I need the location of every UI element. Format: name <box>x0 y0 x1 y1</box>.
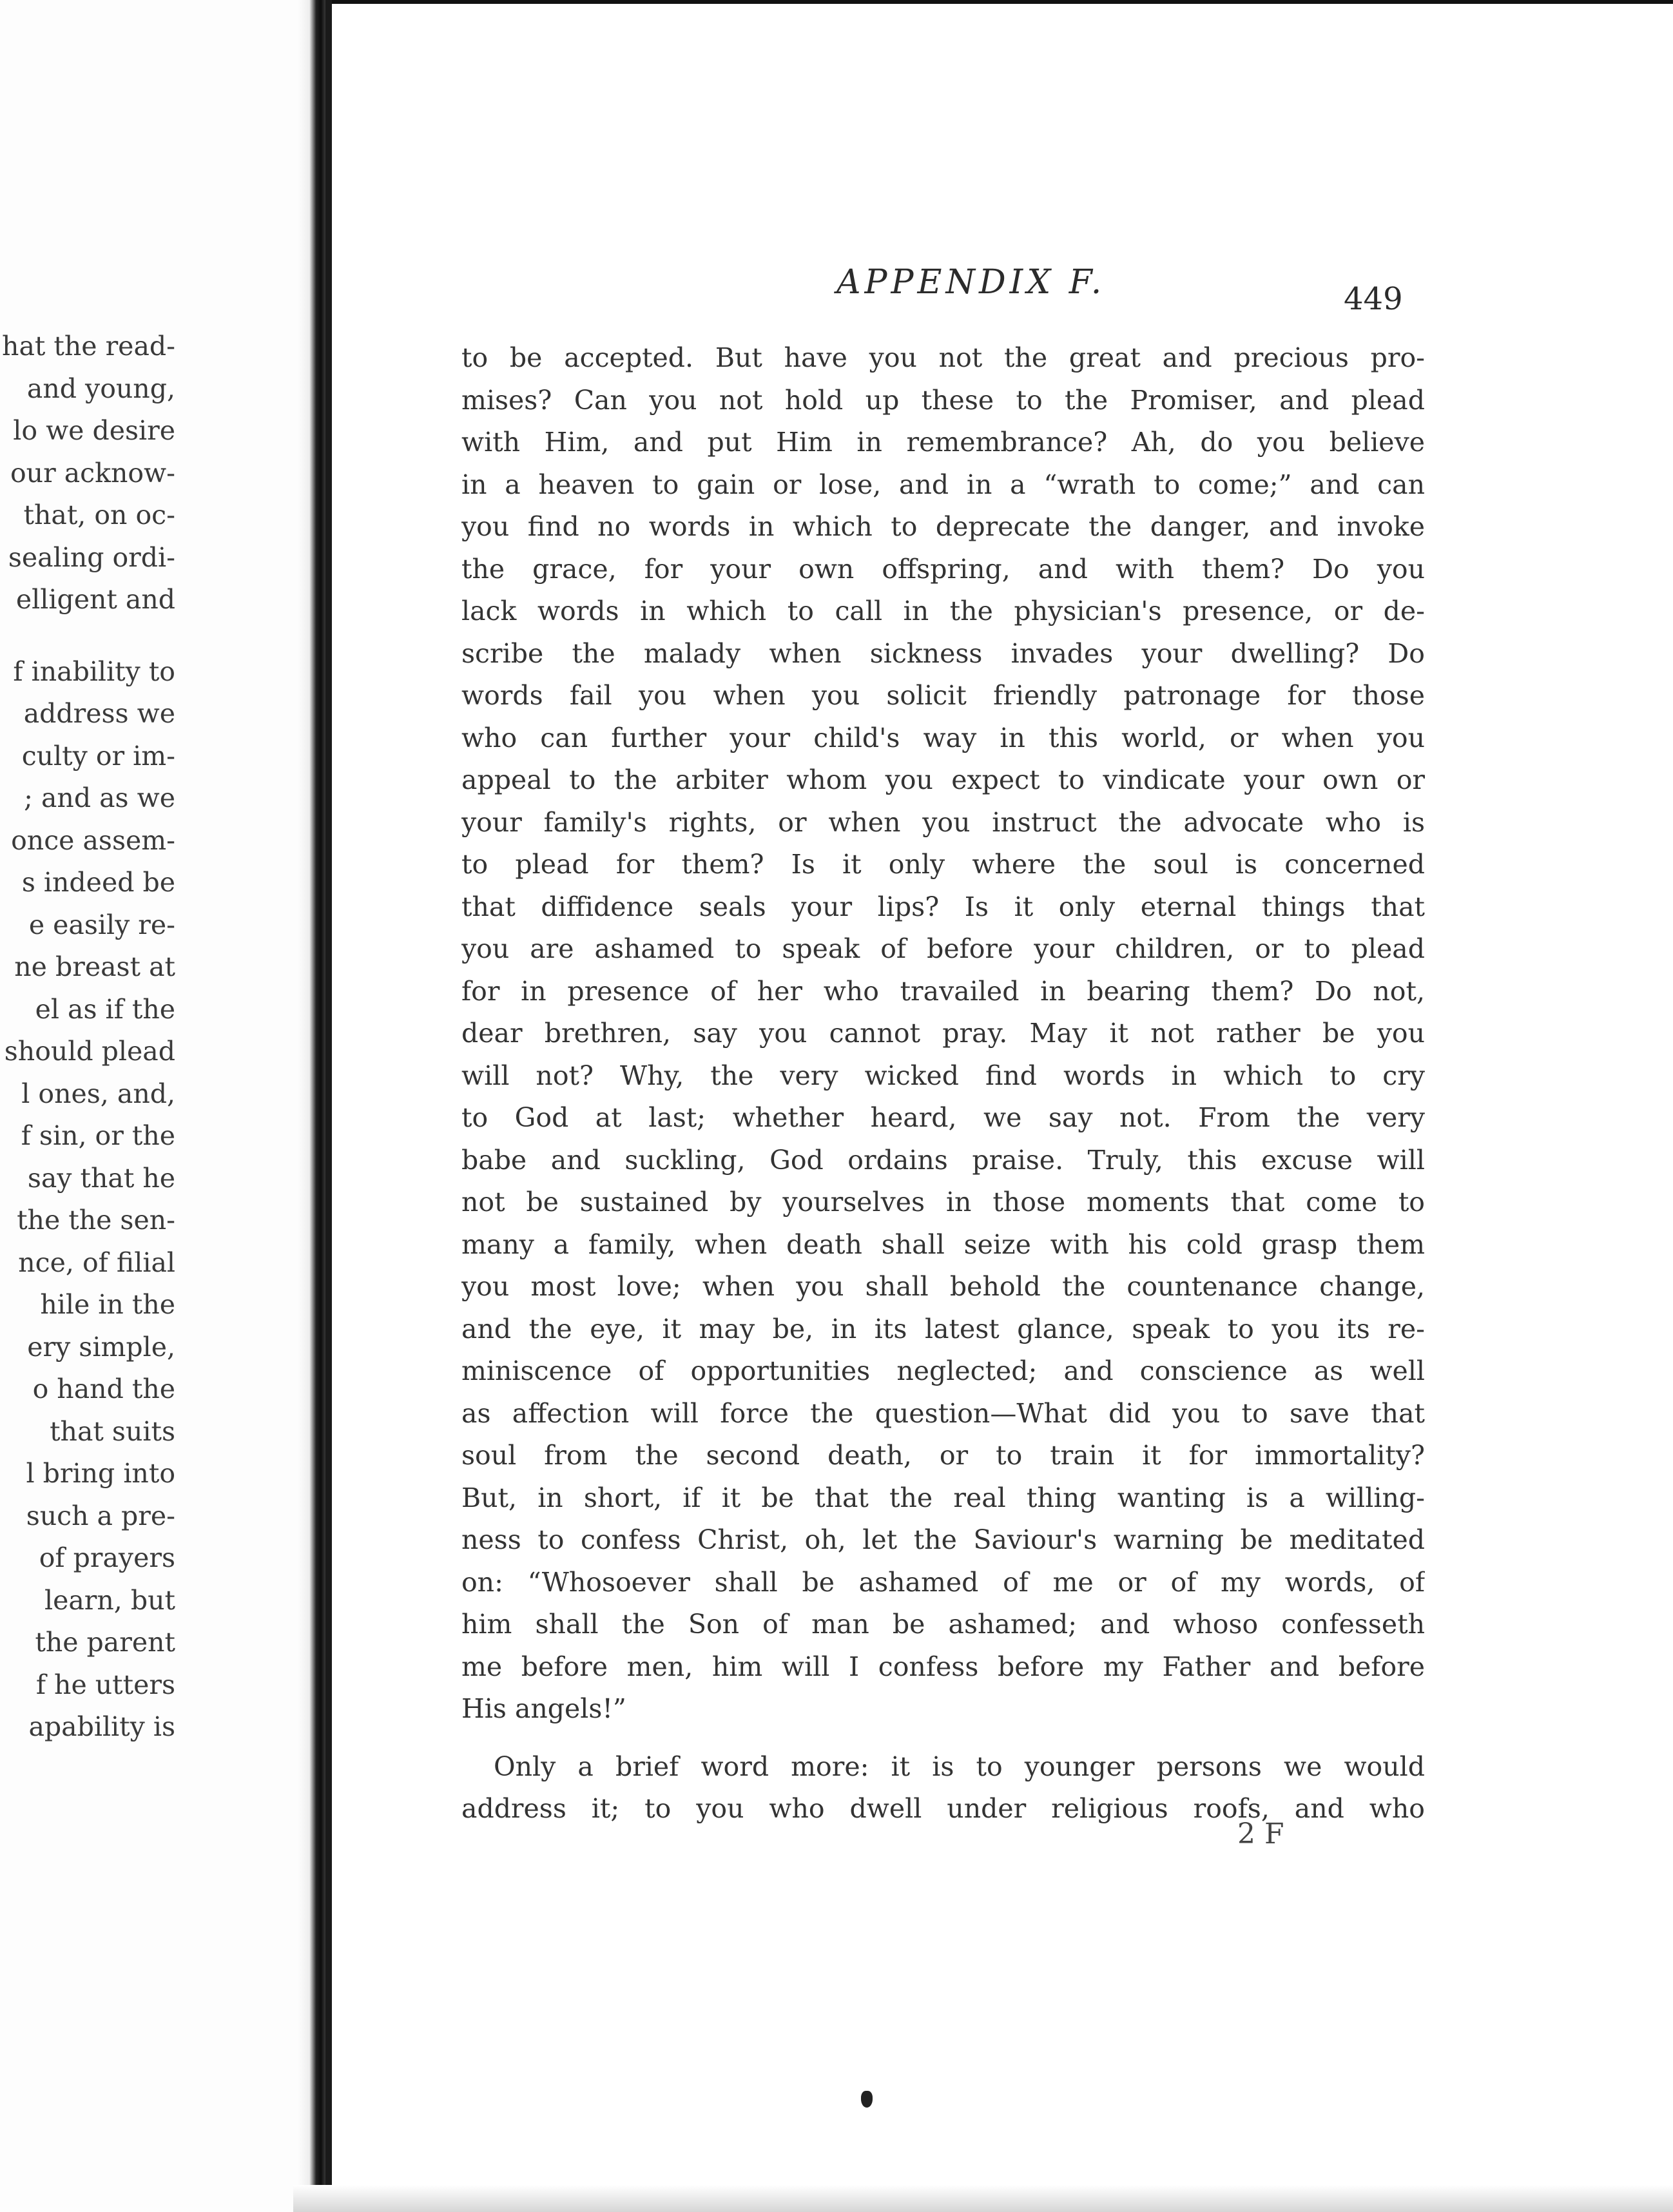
body-line: miniscence of opportunities neglected; and conscience as well <box>461 1355 1425 1386</box>
previous-page-text <box>0 325 175 1749</box>
body-line: many a family, when death shall seize with his cold grasp them <box>461 1228 1425 1260</box>
body-line: soul from the second death, or to train it for immortality? <box>461 1440 1425 1471</box>
previous-page-line: our acknow- <box>10 457 175 489</box>
body-line: you are ashamed to speak of before your children, or to plead <box>461 933 1425 964</box>
previous-page-line: f inability to <box>13 655 175 687</box>
body-line: not be sustained by yourselves in those moments that come to <box>461 1187 1425 1218</box>
previous-page-line: l bring into <box>26 1458 175 1489</box>
scan-speck <box>861 2091 873 2108</box>
previous-page-line: once assem- <box>11 824 175 856</box>
body-line: who can further your child's way in this world, or when you <box>461 722 1425 753</box>
previous-page-line: f sin, or the <box>21 1120 175 1151</box>
previous-page-line: hat the read- <box>2 331 175 362</box>
previous-page-paragraph-gap <box>0 621 175 651</box>
previous-page-line: ne breast at <box>14 951 175 982</box>
page-body <box>461 337 1425 1830</box>
body-line: His angels!” <box>461 1693 626 1724</box>
previous-page-line: e easily re- <box>28 909 175 940</box>
body-line: me before men, him will I confess before my Father and before <box>461 1651 1425 1682</box>
body-line: that diffidence seals your lips? Is it only eternal things that <box>461 891 1425 922</box>
body-line: to be accepted. But have you not the great and precious pro- <box>461 342 1425 373</box>
previous-page-line: sealing ordi- <box>8 541 175 573</box>
previous-page-line: say that he <box>27 1162 175 1194</box>
previous-page-line: culty or im- <box>21 740 175 771</box>
previous-page-fragment <box>0 0 322 2212</box>
previous-page-line: the parent <box>35 1627 175 1658</box>
body-line: you find no words in which to deprecate the danger, and invoke <box>461 511 1425 542</box>
body-line: appeal to the arbiter whom you expect to vindicate your own or <box>461 764 1425 795</box>
previous-page-line: and young, <box>26 373 175 404</box>
previous-page-line: nce, of filial <box>18 1247 175 1278</box>
body-line: the grace, for your own offspring, and with them? Do you <box>461 553 1425 585</box>
printer-signature-mark: 2 F <box>1237 1818 1284 1850</box>
previous-page-line: apability is <box>28 1711 175 1742</box>
page-number: 449 <box>1344 281 1403 317</box>
body-line: on: “Whosoever shall be ashamed of me or of my words, of <box>461 1566 1425 1598</box>
body-line: in a heaven to gain or lose, and in a “wrath to come;” and can <box>461 469 1425 500</box>
previous-page-line: el as if the <box>35 993 175 1025</box>
body-line: babe and suckling, God ordains praise. Truly, this excuse will <box>461 1144 1425 1176</box>
body-line: and the eye, it may be, in its latest glance, speak to you its re- <box>461 1313 1425 1344</box>
body-line: dear brethren, say you cannot pray. May it not rather be you <box>461 1018 1425 1049</box>
body-line: scribe the malady when sickness invades your dwelling? Do <box>461 637 1425 669</box>
page-edge <box>325 0 332 2212</box>
body-line: him shall the Son of man be ashamed; and whoso confesseth <box>461 1609 1425 1640</box>
body-line: to God at last; whether heard, we say not. From the very <box>461 1102 1425 1133</box>
body-line: for in presence of her who travailed in bearing them? Do not, <box>461 975 1425 1007</box>
previous-page-line: o hand the <box>32 1373 175 1404</box>
body-line: will not? Why, the very wicked find words in which to cry <box>461 1060 1425 1091</box>
previous-page-line: l ones, and, <box>21 1078 175 1109</box>
body-line: to plead for them? Is it only where the soul is concerned <box>461 849 1425 880</box>
previous-page-line: that suits <box>50 1415 175 1447</box>
previous-page-line: s indeed be <box>21 867 175 898</box>
body-line: your family's rights, or when you instruct the advocate who is <box>461 806 1425 838</box>
previous-page-line: learn, but <box>44 1584 175 1616</box>
body-line: you most love; when you shall behold the countenance change, <box>461 1271 1425 1302</box>
body-line: ness to confess Christ, oh, let the Saviour's warning be meditated <box>461 1524 1425 1555</box>
previous-page-line: ; and as we <box>24 782 175 813</box>
previous-page-line: the the sen- <box>17 1205 175 1236</box>
body-line: Only a brief word more: it is to younger persons we would <box>494 1751 1425 1782</box>
body-line: as affection will force the question—What did you to save that <box>461 1397 1425 1429</box>
previous-page-line: f he utters <box>35 1669 175 1700</box>
body-line: words fail you when you solicit friendly patronage for those <box>461 680 1425 711</box>
previous-page-line: address we <box>23 698 175 729</box>
previous-page-line: elligent and <box>15 584 175 615</box>
body-line: lack words in which to call in the physician's presence, or de- <box>461 596 1425 626</box>
previous-page-line: lo we desire <box>13 415 175 446</box>
page-bottom-edge <box>293 2185 1673 2212</box>
running-head: APPENDIX F. <box>836 263 1106 302</box>
previous-page-line: of prayers <box>39 1542 175 1573</box>
body-line: mises? Can you not hold up these to the Promiser, and plead <box>461 384 1425 416</box>
previous-page-line: hile in the <box>40 1289 175 1320</box>
previous-page-line: should plead <box>4 1036 175 1067</box>
body-line: address it; to you who dwell under religious roofs, and who <box>461 1793 1425 1824</box>
previous-page-line: that, on oc- <box>23 500 175 530</box>
previous-page-line: ery simple, <box>27 1331 175 1363</box>
previous-page-line: such a pre- <box>26 1500 175 1531</box>
body-line: with Him, and put Him in remembrance? Ah, do you believe <box>461 427 1425 458</box>
body-line: But, in short, if it be that the real thing wanting is a willing- <box>461 1482 1425 1513</box>
